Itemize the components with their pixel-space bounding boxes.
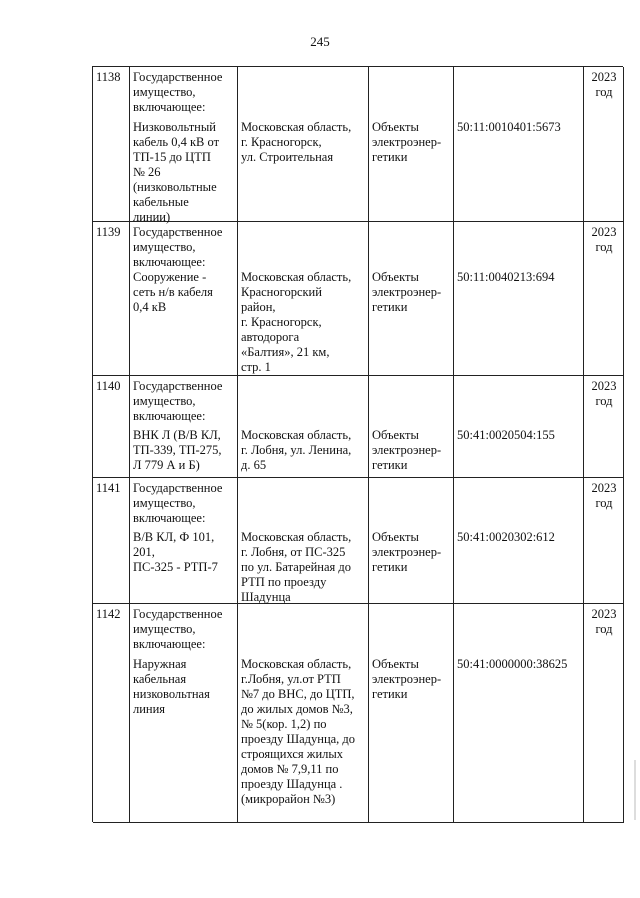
object-name: Наружная кабельная низковольтная линия bbox=[133, 657, 210, 716]
row-number: 1138 bbox=[96, 70, 121, 84]
object-name: В/В КЛ, Ф 101, 201, ПС-325 - РТП-7 bbox=[133, 530, 218, 574]
object-name: Низковольтный кабель 0,4 кВ от ТП-15 до ЦТП № 26 (низковольтные кабельные линии) bbox=[133, 120, 220, 224]
object-address: Московская область, г. Красногорск, ул. Строительная bbox=[241, 120, 352, 164]
row-header: Государственное имущество, включающее: bbox=[133, 225, 223, 269]
row-number: 1139 bbox=[96, 225, 121, 239]
row-header: Государственное имущество, включающее: bbox=[133, 379, 223, 423]
table-row bbox=[93, 604, 624, 823]
row-number: 1142 bbox=[96, 607, 121, 621]
cadastral-number: 50:41:0020504:155 bbox=[457, 428, 555, 442]
object-type: Объекты электроэнер- гетики bbox=[372, 530, 442, 574]
cadastral-number: 50:41:0020302:612 bbox=[457, 530, 555, 544]
row-number: 1140 bbox=[96, 379, 121, 393]
year: 2023 год bbox=[591, 607, 617, 636]
object-address: Московская область, г.Лобня, ул.от РТП №7 до ВНС, до ЦТП, до жилых домов №3, № 5(кор. 1,2) по проезду Шадунца, до строящихся жилых домов № 7,9,11 по проезду Шадунца . (микрорайон №3) bbox=[241, 657, 356, 806]
cadastral-number: 50:11:0040213:694 bbox=[457, 270, 555, 284]
row-header: Государственное имущество, включающее: bbox=[133, 607, 223, 651]
year: 2023 год bbox=[591, 70, 617, 99]
row-number: 1141 bbox=[96, 481, 121, 495]
object-name: ВНК Л (В/В КЛ, ТП-339, ТП-275, Л 779 А и Б) bbox=[133, 428, 222, 472]
object-type: Объекты электроэнер- гетики bbox=[372, 270, 442, 314]
page-number: 245 bbox=[310, 34, 330, 49]
cadastral-number: 50:11:0010401:5673 bbox=[457, 120, 561, 134]
object-type: Объекты электроэнер- гетики bbox=[372, 428, 442, 472]
table-row bbox=[93, 67, 624, 222]
table-row bbox=[93, 376, 624, 478]
scan-artifact bbox=[634, 760, 636, 820]
object-name: Сооружение - сеть н/в кабеля 0,4 кВ bbox=[133, 270, 213, 314]
year: 2023 год bbox=[591, 379, 617, 408]
property-table bbox=[92, 66, 623, 822]
row-header: Государственное имущество, включающее: bbox=[133, 481, 223, 525]
row-header: Государственное имущество, включающее: bbox=[133, 70, 223, 114]
object-address: Московская область, Красногорский район, г. Красногорск, автодорога «Балтия», 21 км, стр. 1 bbox=[241, 270, 352, 374]
object-type: Объекты электроэнер- гетики bbox=[372, 120, 442, 164]
table-row bbox=[93, 222, 624, 376]
year: 2023 год bbox=[591, 481, 617, 510]
cadastral-number: 50:41:0000000:38625 bbox=[457, 657, 568, 671]
table-row bbox=[93, 478, 624, 604]
object-type: Объекты электроэнер- гетики bbox=[372, 657, 442, 701]
year: 2023 год bbox=[591, 225, 617, 254]
object-address: Московская область, г. Лобня, от ПС-325 по ул. Батарейная до РТП по проезду Шадунца bbox=[241, 530, 352, 604]
object-address: Московская область, г. Лобня, ул. Ленина, д. 65 bbox=[241, 428, 352, 472]
